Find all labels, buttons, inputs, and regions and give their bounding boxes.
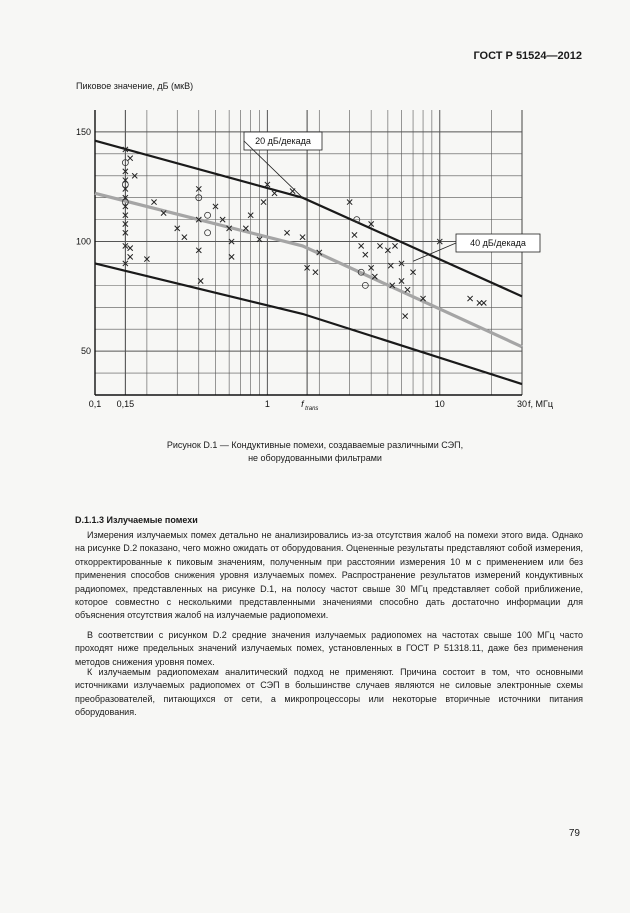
data-point-x	[377, 243, 382, 248]
data-point-x	[284, 230, 289, 235]
x-axis-label: f, МГц	[528, 399, 554, 409]
data-point-x	[405, 287, 410, 292]
data-point-x	[481, 300, 486, 305]
annotation	[244, 132, 322, 198]
chart-ticks	[76, 127, 553, 412]
figure-caption-line1: Рисунок D.1 — Кондуктивные помехи, создаваемые различными СЭП,	[166, 440, 464, 450]
page-number: 79	[568, 828, 580, 839]
x-tick-label: 0,15	[116, 399, 135, 409]
paragraph-3: К излучаемым радиопомехам аналитический подход не применяют. Причина состоит в том, что основными источниками излучаемых радиопомех от СЭП в большинстве случаев являются не силовые электронные схемы преобразователей, питающихся от сети, а микропроцессоры или некоторые вторичные источники питания оборудования.	[75, 667, 583, 718]
data-point-x	[359, 243, 364, 248]
y-tick-label: 150	[75, 126, 91, 137]
data-point-circle	[205, 230, 211, 236]
chart-line	[95, 263, 522, 384]
figure-caption	[0, 439, 630, 465]
data-point-x	[388, 263, 393, 268]
data-point-x	[468, 296, 473, 301]
data-point-x	[182, 235, 187, 240]
data-point-x	[313, 270, 318, 275]
data-point-x	[352, 232, 357, 237]
chart-grid	[95, 110, 522, 395]
x-tick-label-ftrans-sub: trans	[305, 406, 319, 412]
y-tick-label: 50	[80, 346, 91, 357]
annotation-text: 20 дБ/декада	[255, 136, 311, 146]
data-point-x	[272, 191, 277, 196]
x-tick-label: 30	[516, 399, 528, 409]
document-header: ГОСТ Р 51524—2012	[473, 50, 582, 62]
chart-lines	[95, 141, 522, 384]
data-point-x	[128, 254, 133, 259]
chart-y-axis-label: Пиковое значение, дБ (мкВ)	[76, 81, 194, 91]
paragraph-2: В соответствии с рисунком D.2 средние значения излучаемых радиопомех на частотах свыше 100 МГц часто проходят ниже предельных значений излучаемых помех, установленных в ГОСТ Р 51318.11, даже без применения методов снижения уровня помех.	[75, 630, 583, 667]
data-point-x	[392, 243, 397, 248]
figure-caption-line2: не оборудованными фильтрами	[248, 453, 382, 463]
data-point-x	[229, 254, 234, 259]
x-tick-label: 10	[434, 399, 445, 409]
section-title: D.1.1.3 Излучаемые помехи	[75, 515, 198, 525]
x-tick-label: 0,1	[88, 399, 102, 409]
data-point-x	[403, 313, 408, 318]
data-point-x	[151, 199, 156, 204]
paragraph-1: Измерения излучаемых помех детально не анализировались из-за отсутствия жалоб на помехи этого вида. Однако на рисунке D.2 показано, чего можно ожидать от оборудования. Оцененные результаты представляют собой измерения, откорректированные к пиковым значениям, полученным при расстоянии измерения 10 м с применением или без применения способов снижения уровня излучаемых помех. Распространение результатов измерений кондуктивных радиопомех, представленных на рисунке D.1, на полосу частот свыше 30 МГц представляет собой приближение, которое совместно с несколькими представленными значениями способно дать достаточно информации для объяснения отсутствия жалоб на излучаемые радиопомехи.	[75, 530, 583, 621]
data-point-circle	[205, 212, 211, 218]
chart-line	[95, 193, 522, 346]
data-point-x	[128, 156, 133, 161]
chart-line	[95, 141, 522, 297]
data-point-x	[128, 246, 133, 251]
conducted-emissions-chart	[0, 0, 630, 430]
annotation-leader	[413, 243, 456, 261]
data-point-x	[300, 235, 305, 240]
data-point-x	[261, 199, 266, 204]
data-point-x	[363, 252, 368, 257]
y-tick-label: 100	[75, 236, 91, 247]
x-tick-label: 1	[264, 399, 270, 409]
x-tick-label-ftrans: f	[301, 399, 304, 409]
annotation-text: 40 дБ/декада	[470, 238, 526, 248]
